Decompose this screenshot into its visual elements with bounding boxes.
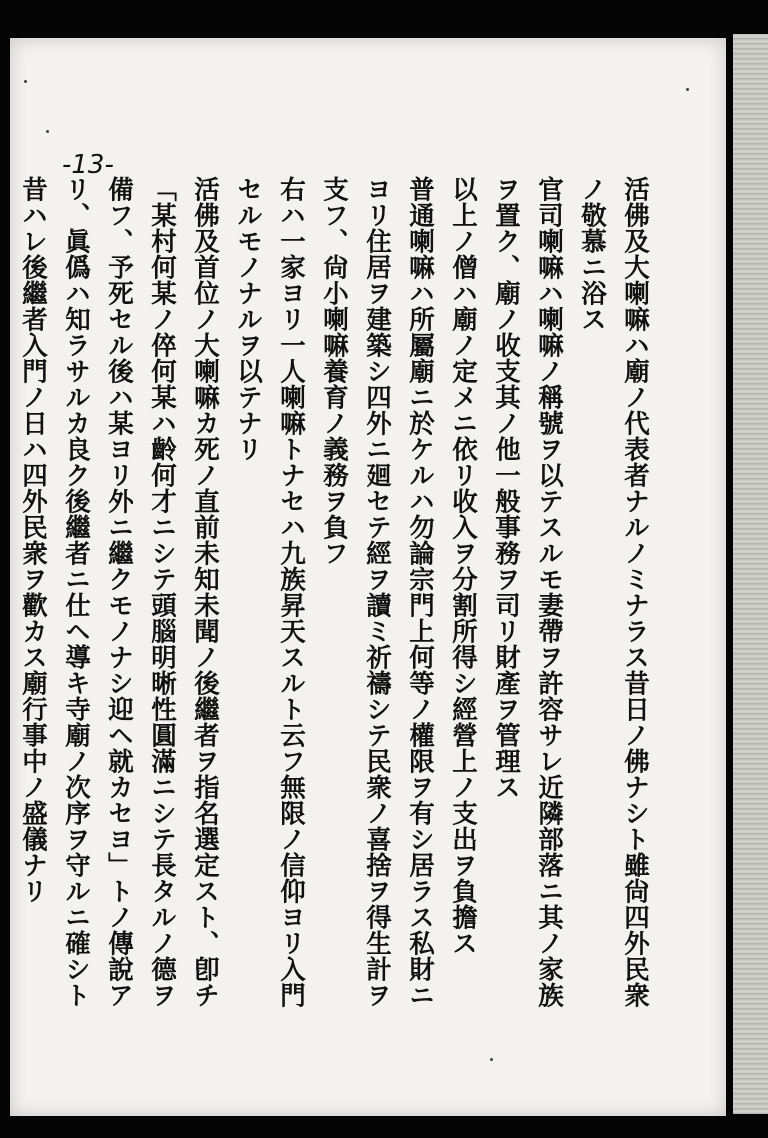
- text-column-4: ヲ置ク、廟ノ收支其ノ他一般事務ヲ司リ財產ヲ管理ス: [491, 176, 521, 800]
- text-column-14: リ、眞僞ハ知ラサルカ良ク後繼者ニ仕ヘ導キ寺廟ノ次序ヲ守ルニ確シト: [61, 176, 91, 1008]
- text-column-6: 普通喇嘛ハ所屬廟ニ於ケルハ勿論宗門上何等ノ權限ヲ有シ居ラス私財ニ: [405, 176, 435, 1008]
- vertical-text-body: [11, 176, 656, 1106]
- text-column-15: 昔ハレ後繼者入門ノ日ハ四外民衆ヲ歡カス廟行事中ノ盛儀ナリ: [18, 176, 48, 904]
- paper-speck: [46, 130, 49, 133]
- text-column-10: セルモノナルヲ以テナリ: [233, 176, 263, 462]
- paper-speck: [686, 88, 689, 91]
- paper-speck: [24, 80, 27, 83]
- text-column-12: 「某村何某ノ倅何某ハ齡何才ニシテ頭腦明晰性圓滿ニシテ長タルノ德ヲ: [147, 176, 177, 1008]
- next-page-edge: [733, 34, 768, 1114]
- text-column-8: 支フ、尙小喇嘛養育ノ義務ヲ負フ: [319, 176, 349, 566]
- text-column-13: 備フ、予死セル後ハ某ヨリ外ニ繼クモノナシ迎ヘ就カセヨ」トノ傳說ア: [104, 176, 134, 1008]
- text-column-3: 官司喇嘛ハ喇嘛ノ稱號ヲ以テスルモ妻帶ヲ許容サレ近隣部落ニ其ノ家族: [534, 176, 564, 1008]
- page-number: -13-: [62, 150, 114, 180]
- document-page: [10, 38, 726, 1116]
- text-column-5: 以上ノ僧ハ廟ノ定メニ依リ收入ヲ分割所得シ經營上ノ支出ヲ負擔ス: [448, 176, 478, 956]
- text-column-1: 活佛及大喇嘛ハ廟ノ代表者ナルノミナラス昔日ノ佛ナシト雖尙四外民衆: [620, 176, 650, 1008]
- text-column-2: ノ敬慕ニ浴ス: [577, 176, 607, 332]
- text-column-7: ヨリ住居ヲ建築シ四外ニ廻セテ經ヲ讀ミ祈禱シテ民衆ノ喜捨ヲ得生計ヲ: [362, 176, 392, 1008]
- text-column-9: 右ハ一家ヨリ一人喇嘛トナセハ九族昇天スルト云フ無限ノ信仰ヨリ入門: [276, 176, 306, 1008]
- text-column-11: 活佛及首位ノ大喇嘛カ死ノ直前未知未聞ノ後繼者ヲ指名選定スト、卽チ: [190, 176, 220, 1008]
